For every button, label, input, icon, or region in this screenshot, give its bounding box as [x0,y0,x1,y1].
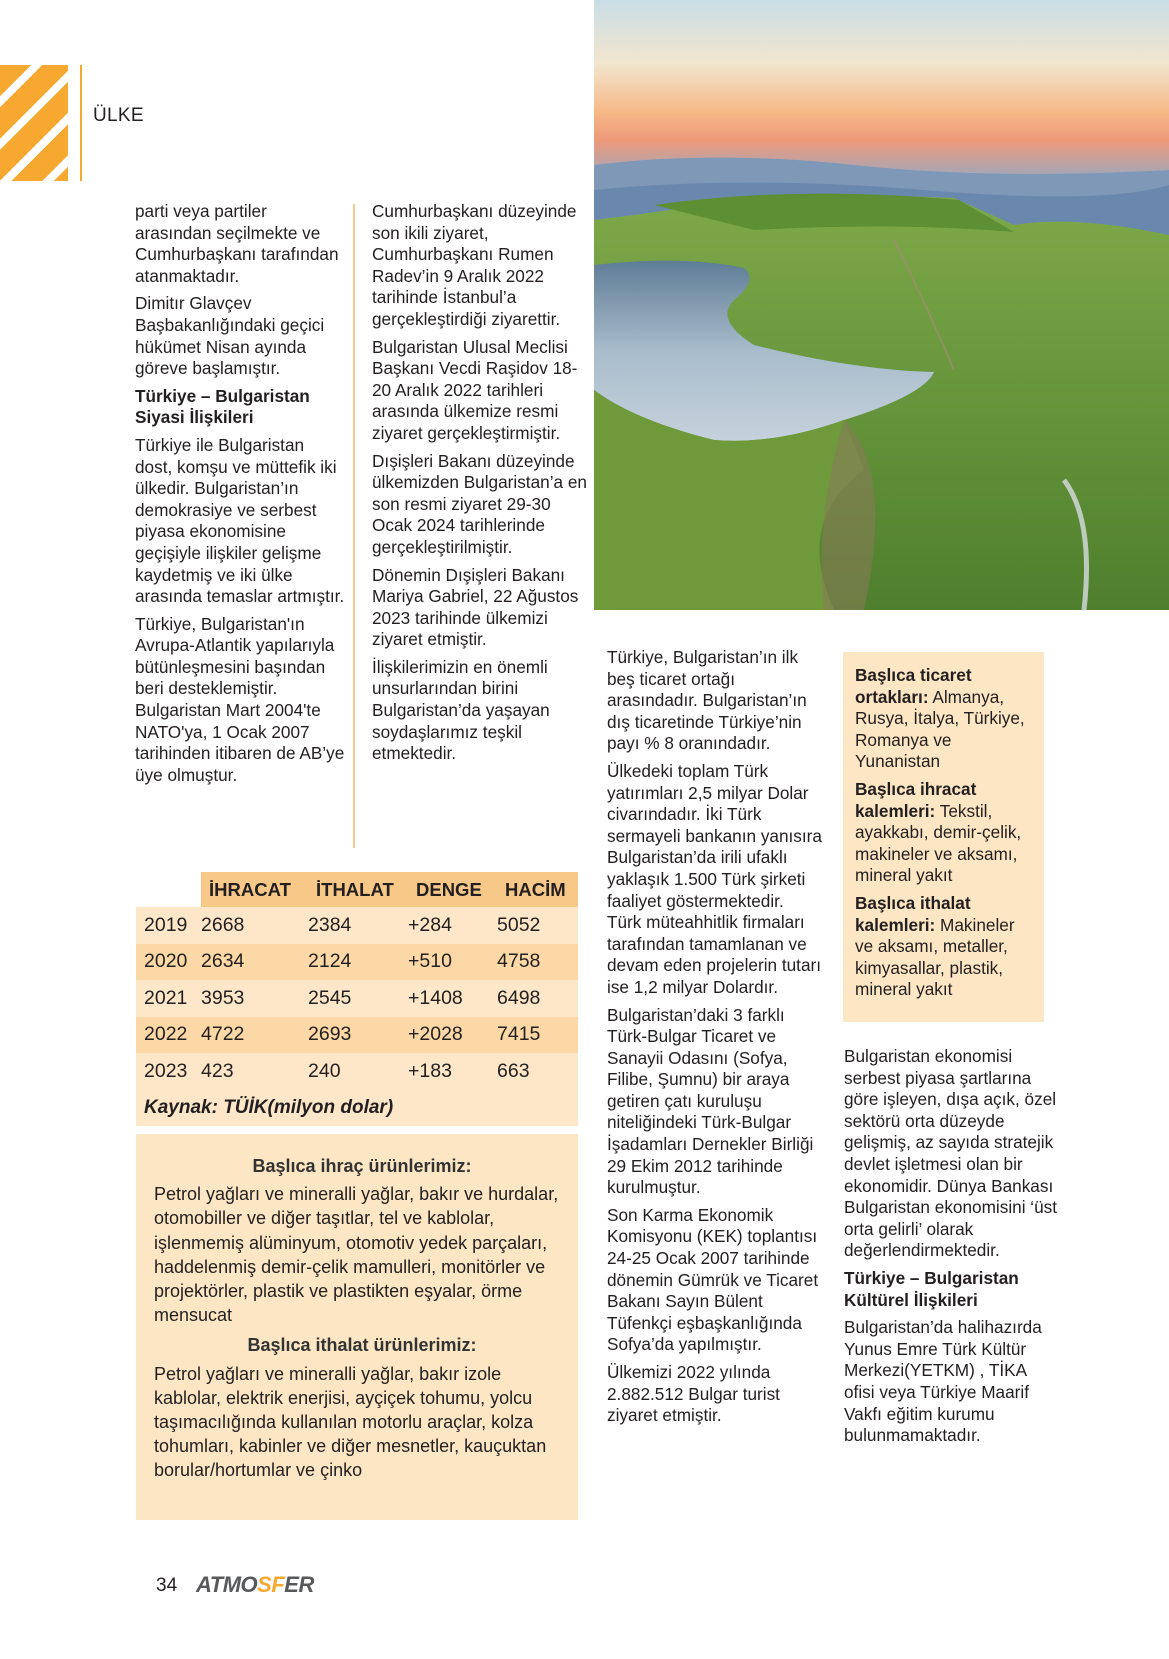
cell-denge: +183 [408,1059,452,1082]
paragraph: İlişkilerimizin en önemli unsurlarından birini Bulgaristan’da yaşayan soydaşlarımız teşkil etmektedir. [372,656,550,764]
cell-year: 2019 [144,913,188,936]
info-item-trade-partners [855,665,1032,773]
cell-hacim: 7415 [497,1023,541,1046]
logo-text: ER [284,1572,314,1597]
column-economy [607,647,822,1433]
column-politics [135,201,345,792]
section-label: ÜLKE [93,105,144,126]
column-divider [353,204,355,848]
cell-ithalat: 2545 [308,986,352,1009]
cell-hacim: 663 [497,1059,530,1082]
info-label: Başlıca ihracat kalemleri: [855,778,977,821]
cell-denge: +284 [408,913,452,936]
cell-ihracat: 2634 [201,950,245,973]
paragraph: Türkiye ile Bulgaristan dost, komşu ve müttefik iki ülkedir. Bulgaristan’ın demokrasiye ve serbest piyasa ekonomisine geçişiyle ilişkiler gelişme kaydetmiş ve iki ülke arasında temaslar artmıştır. [135,434,345,607]
info-item-export-items [855,779,1032,887]
trade-info-box [843,652,1044,1022]
cell-year: 2023 [144,1059,188,1082]
paragraph: Cumhurbaşkanı düzeyinde son ikili ziyaret, Cumhurbaşkanı Rumen Radev’in 9 Aralık 2022 tarihinde İstanbul’a gerçekleştirdiği ziyarettir. [372,201,577,329]
paragraph: Dönemin Dışişleri Bakanı Mariya Gabriel, 22 Ağustos 2023 tarihinde ülkemizi ziyaret etmiştir. [372,564,579,650]
column-visits [372,201,587,771]
cell-ithalat: 2693 [308,1023,352,1046]
cell-denge: +510 [408,950,452,973]
paragraph: Dışişleri Bakanı düzeyinde ülkemizden Bulgaristan’a en son resmi ziyaret 29-30 Ocak 2024 tarihlerinde gerçekleştirilmiştir. [372,450,587,557]
paragraph: Ülkemizi 2022 yılında 2.882.512 Bulgar turist ziyaret etmiştir. [607,1362,780,1426]
page-number: 34 [156,1575,178,1596]
cell-ithalat: 240 [308,1059,341,1082]
cell-ihracat: 4722 [201,1023,245,1046]
cell-year: 2022 [144,1023,188,1046]
section-heading-political-relations: Türkiye – Bulgaristan Siyasi İlişkileri [135,385,310,428]
cell-denge: +2028 [408,1023,463,1046]
cell-year: 2021 [144,986,188,1009]
paragraph: Dimitır Glavçev Başbakanlığındaki geçici hükümet Nisan ayında göreve başlamıştır. [135,293,325,379]
paragraph: Türkiye, Bulgaristan’ın ilk beş ticaret ortağı arasındadır. Bulgaristan’ın dış ticaretinde Türkiye’nin payı % 8 oranındadır. [607,647,807,754]
magazine-logo [196,1572,314,1598]
table-row [136,980,578,1017]
paragraph: Son Karma Ekonomik Komisyonu (KEK) toplantısı 24-25 Ocak 2007 tarihinde dönemin Gümrük ve Ticaret Bakanı Sayın Bülent Tüfenkçi eşbaşkanlığında Sofya’da yapılmıştır. [607,1204,819,1355]
import-products-title: Başlıca ithalat ürünlerimiz: [247,1335,477,1356]
cell-hacim: 5052 [497,913,541,936]
info-item-import-items [855,893,1032,1001]
cell-hacim: 4758 [497,950,541,973]
products-box [136,1134,578,1520]
paragraph: Türkiye, Bulgaristan'ın Avrupa-Atlantik yapılarıyla bütünleşmesini başından beri desteklemiştir. Bulgaristan Mart 2004'te NATO'ya, 1 Ocak 2007 tarihinden itibaren de AB’ye üye olmuştur. [135,613,345,785]
info-text: Makineler ve aksamı, metaller, kimyasallar, plastik, mineral yakıt [855,914,1015,1000]
info-label: Başlıca ithalat kalemleri: [855,892,971,935]
paragraph: Ülkedeki toplam Türk yatırımları 2,5 milyar Dolar civarındadır. İki Türk sermayeli bankanın yanısıra Bulgaristan’da irili ufaklı yaklaşık 1.500 Türk şirketi faaliyet göstermektedir. Türk müteahhitlik firmaları tarafından tamamlanan ve devam eden projelerin tutarı ise 1,2 milyar Dolardır. [607,760,822,997]
table-row [136,907,578,944]
column-header-ihracat: İHRACAT [209,878,291,900]
trade-table [136,872,578,1126]
column-header-hacim: HACİM [505,878,566,900]
column-culture [844,1046,1059,1453]
table-row [136,1053,578,1090]
export-products-title: Başlıca ihraç ürünlerimiz: [252,1156,472,1176]
table-row [136,944,578,981]
logo-accent-text: SF [257,1572,285,1597]
import-products-text: Petrol yağları ve mineralli yağlar, bakır izole kablolar, elektrik enerjisi, ayçiçek tohumu, yolcu taşımacılığında kullanılan motorlu araçlar, kolza tohumları, kabinler ve diğer mesnetler, kauçuktan borular/hortumlar ve çinko [154,1363,547,1481]
cell-year: 2020 [144,950,188,973]
header-divider [80,65,82,181]
cell-ithalat: 2124 [308,950,352,973]
paragraph: Bulgaristan ekonomisi serbest piyasa şartlarına göre işleyen, dışa açık, özel sektörü orta düzeyde gelişmiş, az sayıda stratejik devlet işletmesi olan bir ekonomidir. Dünya Bankası Bulgaristan ekonomisini ‘üst orta gelirli’ olarak değerlendirmektedir. [844,1046,1058,1261]
landscape-photo [594,0,1169,610]
paragraph: parti veya partiler arasından seçilmekte ve Cumhurbaşkanı tarafından atanmaktadır. [135,201,339,286]
export-products-text: Petrol yağları ve mineralli yağlar, bakır ve hurdalar, otomobiller ve diğer taşıtlar, tel ve kablolar, işlenmemiş alüminyum, otomotiv yedek parçaları, haddelenmiş demir-çelik mamulleri, monitörler ve projektörler, plastik ve plastikten eşyalar, örme mensucat [154,1184,559,1326]
cell-ihracat: 2668 [201,913,245,936]
cell-hacim: 6498 [497,986,541,1009]
logo-text: ATMO [196,1572,258,1597]
paragraph: Bulgaristan’daki 3 farklı Türk-Bulgar Ticaret ve Sanayii Odasını (Sofya, Filibe, Şumnu) bir araya getiren çatı kuruluşu niteliğindeki Türk-Bulgar İşadamları Dernekler Birliği 29 Ekim 2012 tarihinde kurulmuştur. [607,1004,814,1198]
info-label: Başlıca ticaret ortakları: [855,665,972,707]
cell-ithalat: 2384 [308,913,352,936]
paragraph: Bulgaristan Ulusal Meclisi Başkanı Vecdi Raşidov 18-20 Aralık 2022 tarihleri arasında ülkemize resmi ziyaret gerçekleştirmiştir. [372,336,578,443]
section-heading-cultural-relations: Türkiye – Bulgaristan Kültürel İlişkileri [844,1267,1019,1310]
cell-denge: +1408 [408,986,463,1009]
table-row [136,1017,578,1054]
decorative-stripes [0,65,68,181]
table-header-row [201,872,578,907]
column-header-denge: DENGE [416,878,482,900]
table-source-note: Kaynak: TÜİK(milyon dolar) [136,1090,578,1126]
cell-ihracat: 423 [201,1059,234,1082]
paragraph: Bulgaristan’da halihazırda Yunus Emre Türk Kültür Merkezi(YETKM) , TİKA ofisi veya Türkiye Maarif Vakfı eğitim kurumu bulunmamaktadır. [844,1317,1042,1446]
info-text: Almanya, Rusya, İtalya, Türkiye, Romanya ve Yunanistan [855,686,1025,772]
column-header-ithalat: İTHALAT [316,878,394,900]
info-text: Tekstil, ayakkabı, demir-çelik, makineler ve aksamı, mineral yakıt [855,800,1022,886]
cell-ihracat: 3953 [201,986,245,1009]
